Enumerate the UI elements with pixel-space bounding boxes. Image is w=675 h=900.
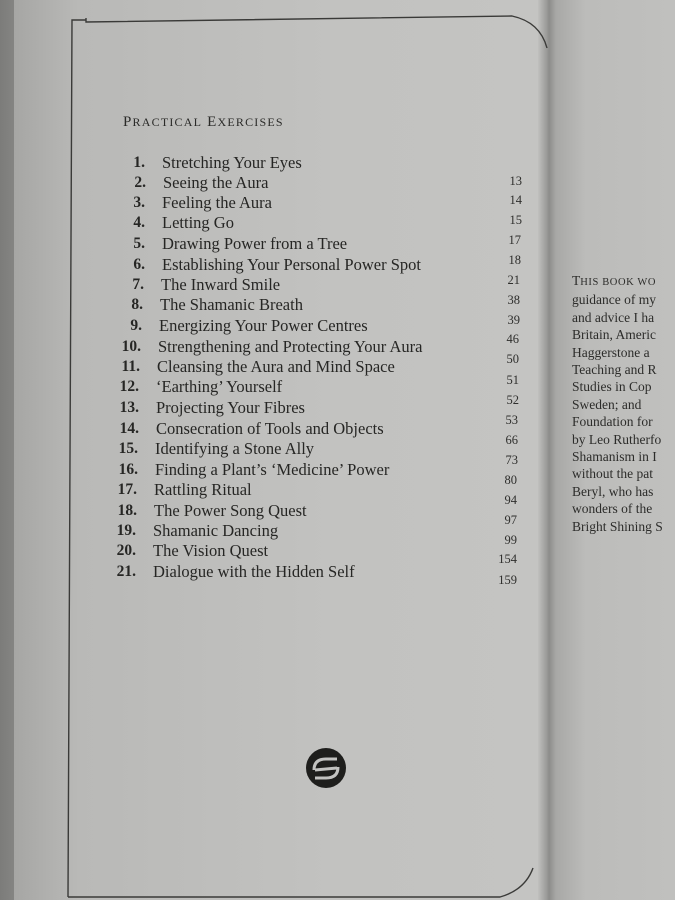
exercise-title: Letting Go [162, 213, 234, 232]
page-number: 15 [509, 213, 522, 227]
page-number: 38 [507, 293, 520, 307]
section-title [123, 114, 284, 131]
exercise-title: ‘Earthing’ Yourself [156, 377, 283, 396]
exercise-row [97, 502, 517, 522]
exercise-title: Rattling Ritual [154, 480, 252, 499]
exercise-number: 19. [116, 522, 136, 539]
exercise-row [103, 296, 523, 316]
exercise-title: Cleansing the Aura and Mind Space [157, 357, 395, 376]
exercise-number: 3. [133, 194, 145, 211]
exercise-title: Stretching Your Eyes [162, 153, 302, 172]
exercise-title: Finding a Plant’s ‘Medicine’ Power [155, 460, 390, 479]
exercise-title: Consecration of Tools and Objects [156, 419, 384, 438]
exercise-title: The Shamanic Breath [160, 295, 303, 314]
title-word-rest: XERCISES [217, 115, 284, 129]
exercise-row [100, 358, 520, 378]
exercise-title: Dialogue with the Hidden Self [153, 562, 355, 581]
exercise-row [99, 420, 519, 440]
exercise-row [97, 481, 517, 501]
page-number: 13 [509, 174, 522, 188]
exercise-number: 16. [118, 461, 138, 478]
right-page-first-line: THIS BOOK WO [572, 273, 657, 288]
exercise-number: 4. [133, 214, 145, 231]
exercise-row [96, 563, 516, 583]
right-page-line: Beryl, who has [572, 483, 654, 499]
page-number: 66 [505, 433, 518, 447]
right-page-line: without the pat [572, 466, 653, 482]
title-initial: E [207, 114, 218, 130]
exercise-row [96, 522, 516, 542]
right-page-line: wonders of the [572, 501, 653, 517]
exercise-number: 5. [133, 235, 145, 252]
exercise-row [105, 214, 525, 234]
exercise-title: The Inward Smile [161, 275, 281, 294]
page-number: 94 [504, 493, 517, 507]
exercise-row [105, 256, 525, 276]
exercise-row [105, 154, 525, 174]
exercise-row [101, 338, 521, 358]
exercise-row [105, 194, 525, 214]
exercise-row [106, 174, 526, 194]
title-word-rest: RACTICAL [132, 115, 203, 129]
exercise-title: Projecting Your Fibres [156, 398, 305, 417]
exercise-number: 9. [130, 317, 142, 334]
right-page-line: Haggerstone a [572, 344, 650, 360]
right-page-line: guidance of my [572, 292, 656, 308]
exercise-title: Feeling the Aura [162, 193, 272, 212]
exercise-number: 13. [119, 399, 139, 416]
page-number: 14 [509, 193, 522, 207]
title-initial: P [123, 114, 133, 130]
exercise-row [104, 276, 524, 296]
right-page-line: Shamanism in I [572, 449, 657, 465]
exercise-title: The Vision Quest [153, 541, 269, 560]
exercise-number: 1. [133, 154, 145, 171]
exercise-number: 11. [121, 358, 140, 375]
right-page-line: by Leo Rutherfo [572, 431, 662, 447]
page-number: 39 [507, 313, 520, 327]
page-number: 80 [504, 473, 517, 487]
publisher-logo-icon [305, 747, 347, 789]
page-number: 99 [504, 533, 517, 547]
exercise-row [105, 235, 525, 255]
exercise-row [98, 461, 518, 481]
exercise-number: 14. [119, 420, 139, 437]
exercise-number: 7. [132, 276, 144, 293]
page-number: 50 [506, 352, 519, 366]
exercise-row [99, 378, 519, 398]
exercise-row [96, 542, 516, 562]
page-number: 73 [505, 453, 518, 467]
exercise-title: Energizing Your Power Centres [159, 316, 368, 335]
exercise-number: 18. [117, 502, 137, 519]
right-page-text [572, 272, 663, 535]
exercise-title: Strengthening and Protecting Your Aura [158, 337, 423, 356]
page-number: 53 [505, 413, 518, 427]
page-number: 18 [508, 253, 521, 267]
exercise-number: 12. [119, 378, 139, 395]
exercise-number: 2. [134, 174, 146, 191]
right-page-line: Bright Shining S [572, 518, 663, 534]
exercise-number: 21. [116, 563, 136, 580]
exercise-title: Establishing Your Personal Power Spot [162, 255, 421, 274]
page-number: 52 [506, 393, 519, 407]
right-page-line: Studies in Cop [572, 379, 652, 395]
right-page-line: Sweden; and [572, 396, 642, 412]
page-number: 51 [506, 373, 519, 387]
exercise-number: 17. [117, 481, 137, 498]
right-page-line: and advice I ha [572, 309, 655, 325]
exercise-title: Seeing the Aura [163, 173, 269, 192]
exercise-title: Identifying a Stone Ally [155, 439, 315, 458]
page-number: 46 [506, 332, 519, 346]
exercise-number: 8. [131, 296, 143, 313]
exercise-number: 10. [121, 338, 141, 355]
exercise-row [99, 399, 519, 419]
exercise-number: 6. [133, 256, 145, 273]
exercise-row [102, 317, 522, 337]
page-number: 21 [507, 273, 520, 287]
exercise-row [98, 440, 518, 460]
right-page-line: Britain, Americ [572, 327, 656, 343]
right-page-line: Foundation for [572, 414, 653, 430]
exercise-number: 15. [118, 440, 138, 457]
page-number: 97 [504, 513, 517, 527]
exercise-title: The Power Song Quest [154, 501, 307, 520]
page-number: 159 [498, 573, 517, 587]
page-number: 17 [508, 233, 521, 247]
exercise-title: Shamanic Dancing [153, 521, 279, 540]
right-page-line: Teaching and R [572, 362, 657, 378]
page-number: 154 [498, 552, 517, 566]
exercise-title: Drawing Power from a Tree [162, 234, 348, 253]
exercise-number: 20. [116, 542, 136, 559]
